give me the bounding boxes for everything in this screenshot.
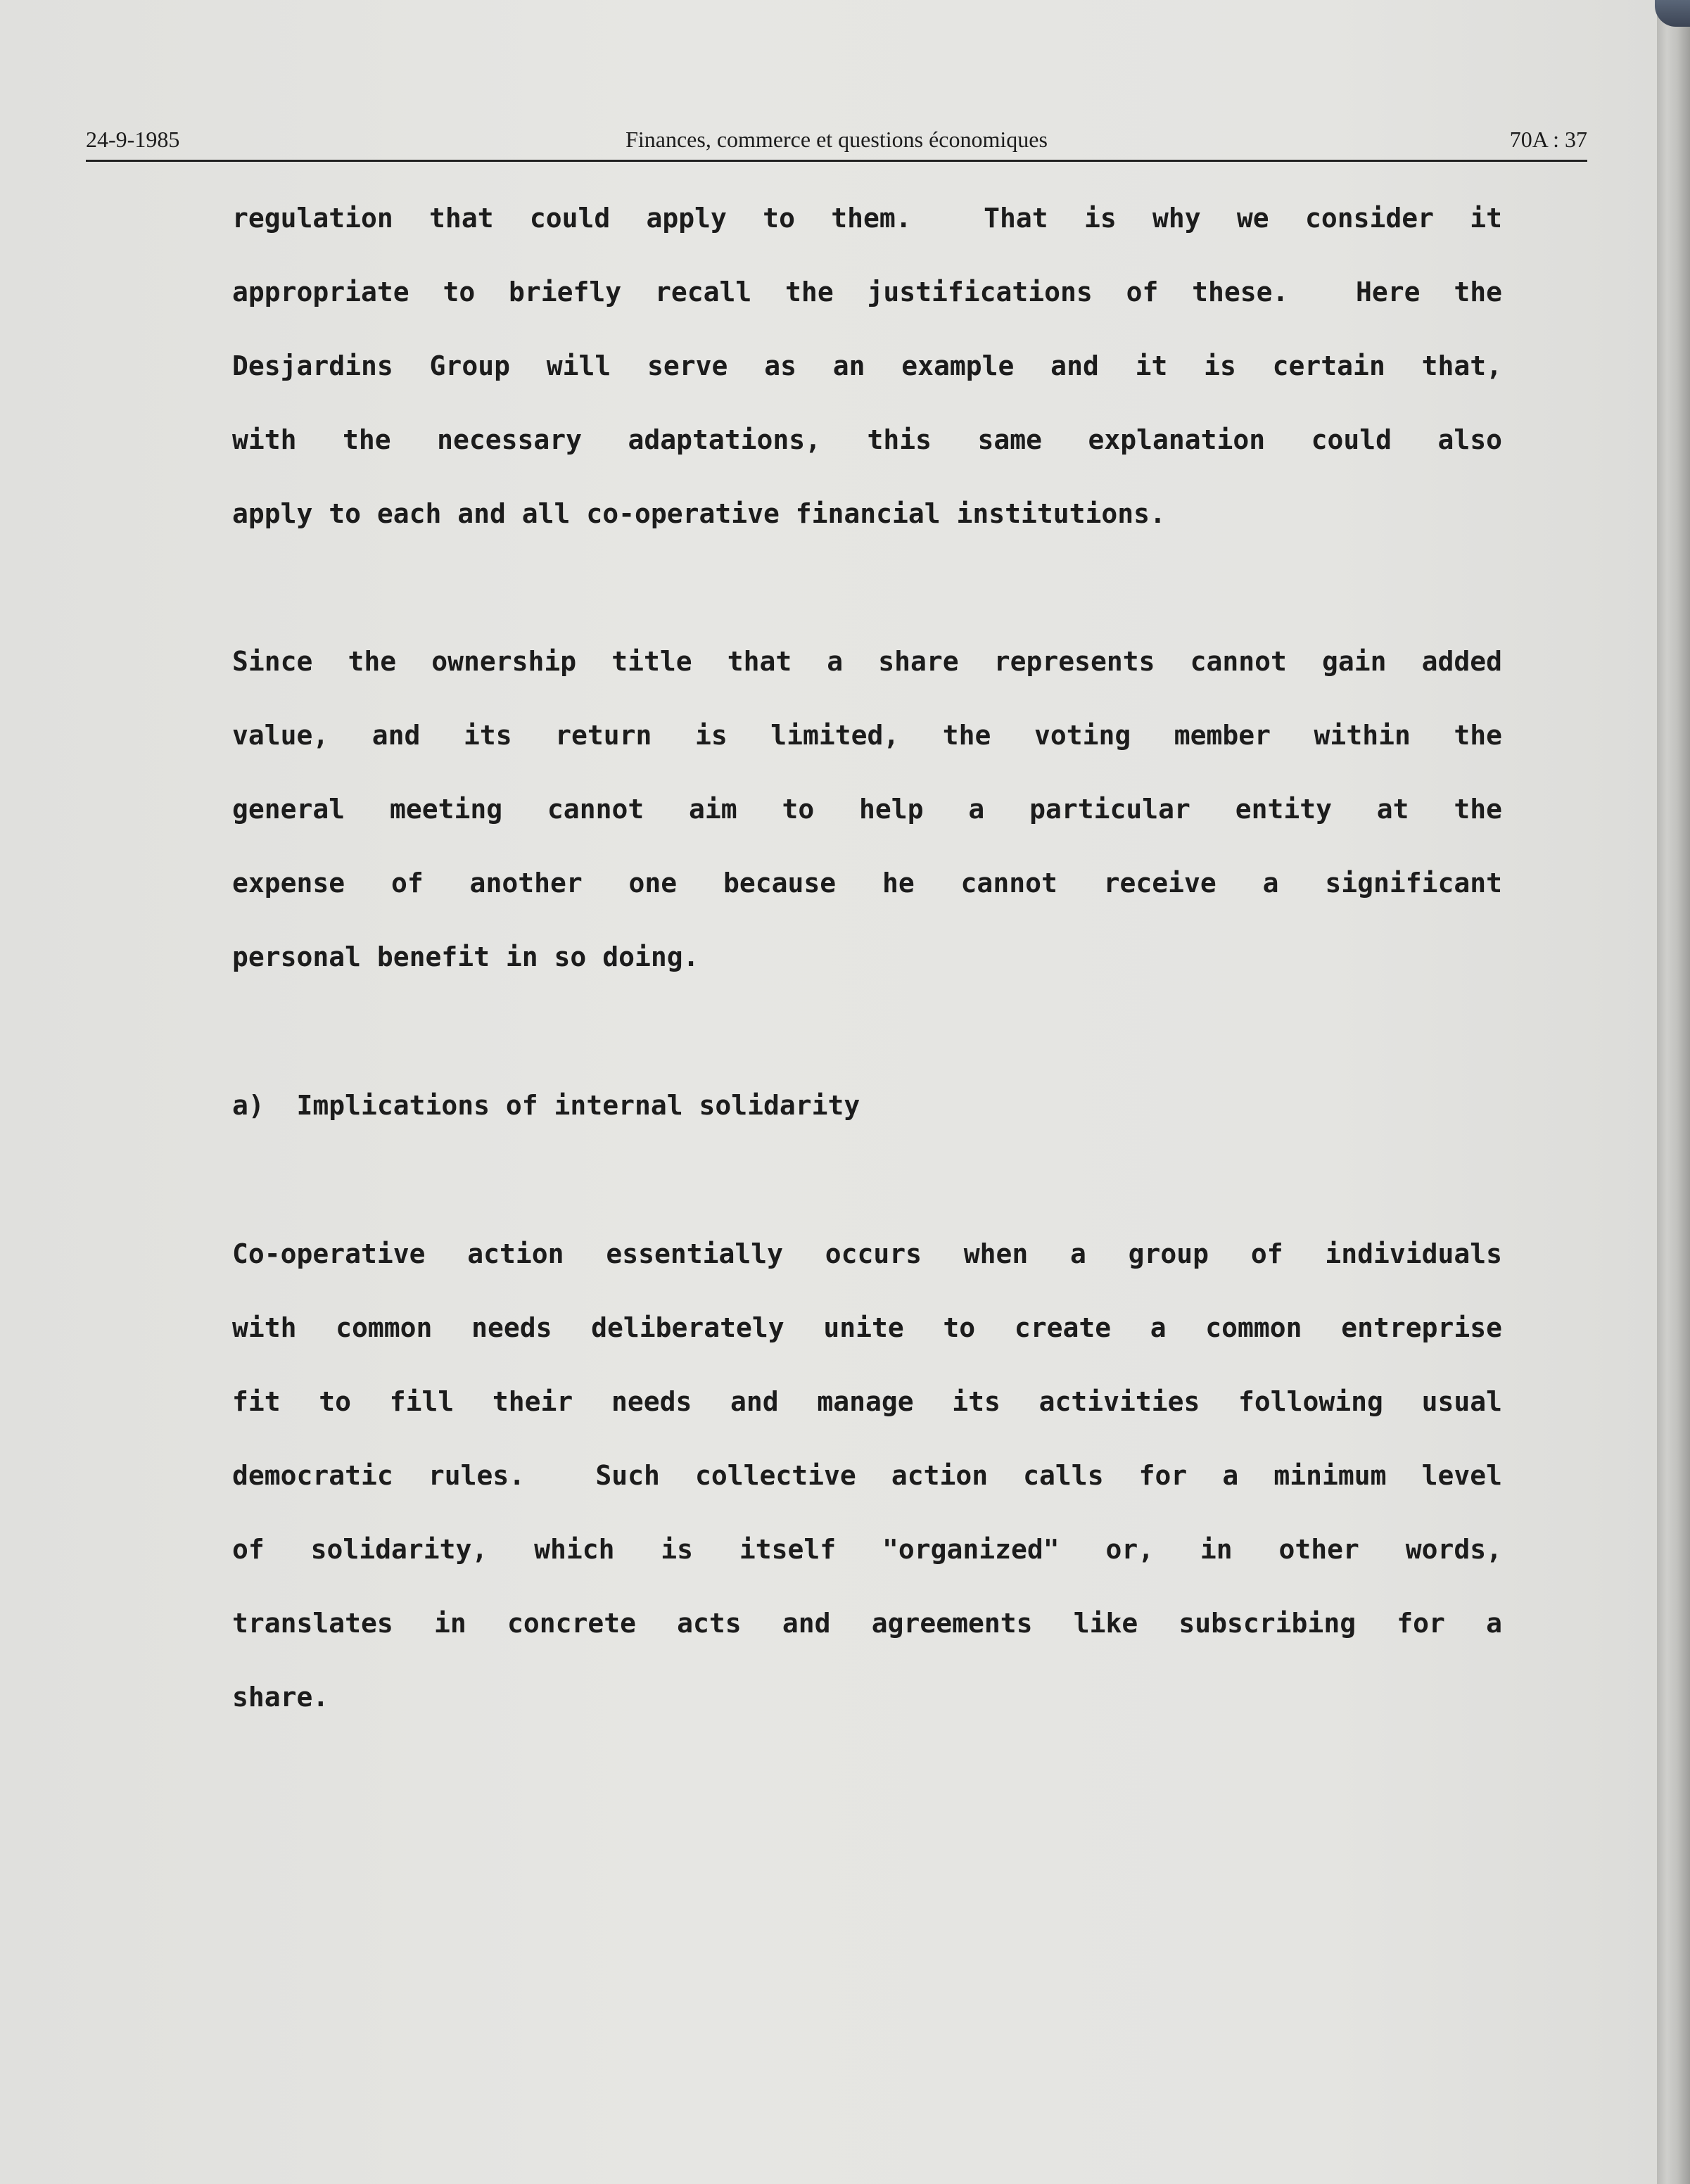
- text-line: value, and its return is limited, the voting member within the: [232, 720, 1502, 751]
- text-line: democratic rules. Such collective action calls for a minimum level: [232, 1460, 1502, 1491]
- text-line: personal benefit in so doing.: [232, 941, 699, 972]
- text-line: regulation that could apply to them. That is why we consider it: [232, 203, 1502, 234]
- header-date: 24-9-1985: [86, 127, 180, 152]
- text-line: Desjardins Group will serve as an example and it is certain that,: [232, 350, 1502, 381]
- page-header: [86, 124, 1587, 163]
- text-line: apply to each and all co-operative financial institutions.: [232, 498, 1166, 529]
- text-line: with common needs deliberately unite to create a common entreprise: [232, 1312, 1502, 1343]
- text-line: of solidarity, which is itself "organized" or, in other words,: [232, 1534, 1502, 1565]
- text-line: with the necessary adaptations, this same explanation could also: [232, 424, 1502, 455]
- header-page-number: 70A : 37: [1509, 127, 1587, 152]
- text-line: general meeting cannot aim to help a particular entity at the: [232, 794, 1502, 825]
- text-line: expense of another one because he cannot receive a significant: [232, 868, 1502, 899]
- text-line: share.: [232, 1682, 329, 1713]
- header-title: Finances, commerce et questions économiques: [625, 127, 1048, 152]
- text-line: translates in concrete acts and agreements like subscribing for a: [232, 1608, 1502, 1639]
- text-line: fit to fill their needs and manage its activities following usual: [232, 1386, 1502, 1417]
- text-line: Since the ownership title that a share represents cannot gain added: [232, 646, 1502, 677]
- header-rule: [86, 160, 1587, 162]
- section-heading: a) Implications of internal solidarity: [232, 1090, 860, 1121]
- page-edge: [1657, 0, 1690, 2184]
- text-line: Co-operative action essentially occurs when a group of individuals: [232, 1238, 1502, 1269]
- text-line: appropriate to briefly recall the justifications of these. Here the: [232, 277, 1502, 307]
